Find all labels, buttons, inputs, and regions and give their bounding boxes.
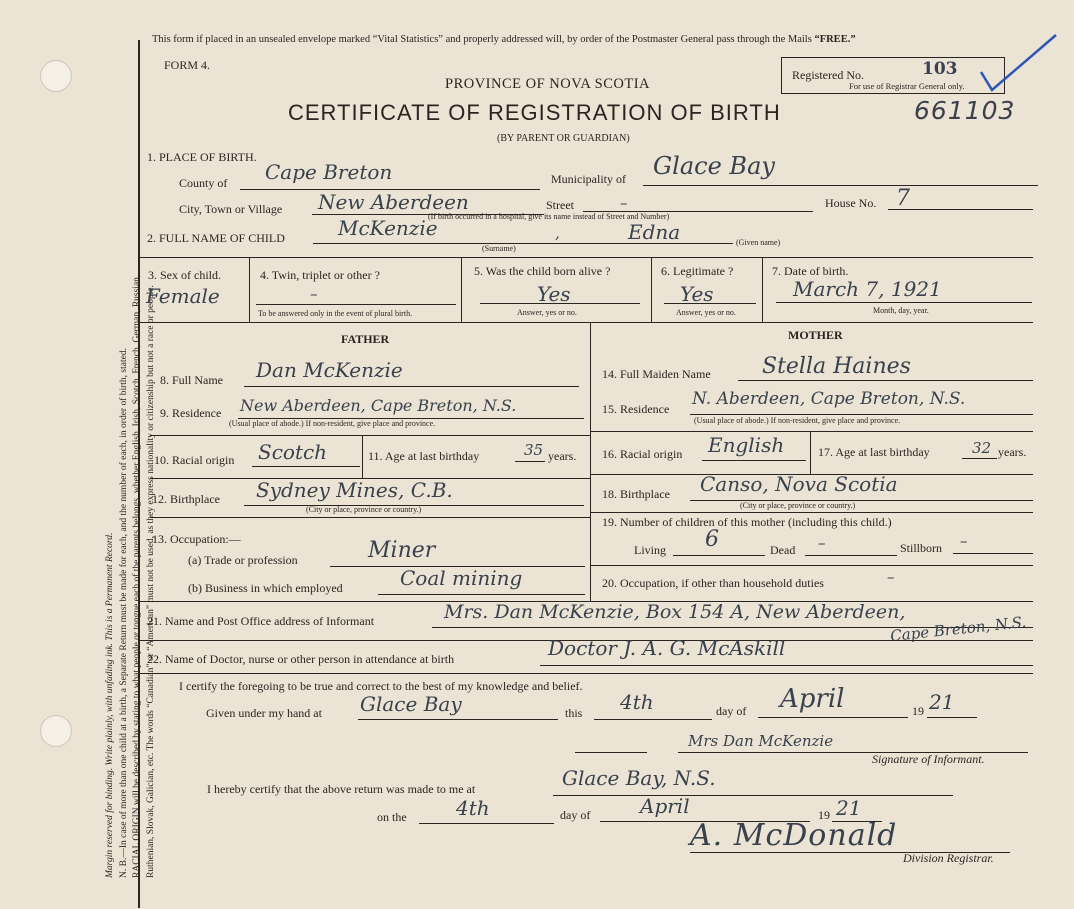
row3-top-rule <box>139 257 1033 258</box>
side-note-2: N. B.—In case of more than one child at a birth, a Separate Return must be made for each, and the number of each, in order of birth, stated. <box>118 348 129 878</box>
given-name-note: (Given name) <box>736 238 781 247</box>
handwritten-number: 661103 <box>914 96 1016 125</box>
registrar-line: I hereby certify that the above return was made to me at <box>207 782 476 796</box>
father-heading: FATHER <box>341 332 390 346</box>
mother-race-value: English <box>708 433 785 457</box>
twin-note: To be answered only in the event of plural birth. <box>258 309 413 318</box>
registrar-note: For use of Registrar General only. <box>849 81 965 91</box>
surname-note: (Surname) <box>482 244 516 253</box>
child-name-label: 2. FULL NAME OF CHILD <box>147 231 285 245</box>
living-label: Living <box>634 543 666 557</box>
living-underline <box>673 555 765 556</box>
father-age-years: years. <box>548 449 577 463</box>
occupation-label: 13. Occupation:— <box>152 532 241 546</box>
given-label: Given under my hand at <box>206 706 322 720</box>
mother-residence-value: N. Aberdeen, Cape Breton, N.S. <box>692 389 966 409</box>
parents-top-rule <box>139 322 1033 323</box>
reg-day-underline <box>419 823 554 824</box>
legitimate-underline <box>664 303 756 304</box>
father-birthplace-label: 12. Birthplace <box>152 492 220 506</box>
father-name-value: Dan McKenzie <box>256 358 403 382</box>
reg-year-suffix: 21 <box>836 796 862 820</box>
reg-year-prefix: 19 <box>818 808 830 822</box>
mother-race-underline <box>702 460 806 461</box>
trade-value: Miner <box>368 538 436 563</box>
informant-signature: Mrs Dan McKenzie <box>688 732 834 750</box>
mother-occupation-value: – <box>887 568 895 586</box>
side-notes <box>104 98 158 878</box>
mother-age-years: years. <box>998 445 1027 459</box>
reg-on-the-label: on the <box>377 810 407 824</box>
city-value: New Aberdeen <box>318 190 469 214</box>
father-race-underline <box>252 466 360 467</box>
mother-race-top-rule <box>590 431 1033 432</box>
informant-value: Mrs. Dan McKenzie, Box 154 A, New Aberdeen, <box>444 601 906 623</box>
registrar-signature-label: Division Registrar. <box>903 851 994 865</box>
mother-name-underline <box>738 380 1033 381</box>
father-residence-note: (Usual place of abode.) If non-resident, give place and province. <box>229 419 436 428</box>
children-top-rule <box>590 512 1033 513</box>
given-month-value: April <box>780 684 845 714</box>
given-dayof-label: day of <box>716 704 747 718</box>
dob-underline <box>776 302 1032 303</box>
mother-residence-label: 15. Residence <box>602 402 670 416</box>
registered-box <box>781 57 1005 94</box>
father-race-top-rule <box>150 435 590 436</box>
father-residence-value: New Aberdeen, Cape Breton, N.S. <box>240 396 517 415</box>
mother-birthplace-value: Canso, Nova Scotia <box>700 472 898 496</box>
municipality-underline <box>643 185 1038 186</box>
legitimate-note: Answer, yes or no. <box>676 308 736 317</box>
father-age-label: 11. Age at last birthday <box>368 449 480 463</box>
father-birthplace-value: Sydney Mines, C.B. <box>256 478 453 502</box>
informant-label: 21. Name and Post Office address of Informant <box>147 614 375 628</box>
mother-race-divider <box>810 432 811 474</box>
father-race-value: Scotch <box>258 440 328 464</box>
alive-value: Yes <box>537 282 571 306</box>
street-value: – <box>620 194 628 212</box>
father-age-underline <box>515 461 545 462</box>
trade-label: (a) Trade or profession <box>188 553 298 567</box>
binding-hole-bottom <box>40 715 72 747</box>
informant-signature-label: Signature of Informant. <box>872 752 985 766</box>
mother-heading: MOTHER <box>788 328 843 342</box>
binding-hole-top <box>40 60 72 92</box>
sex-label: 3. Sex of child. <box>148 268 221 282</box>
mother-name-value: Stella Haines <box>762 354 911 379</box>
row3-divider-1 <box>249 258 250 322</box>
surname-value: McKenzie <box>338 216 438 240</box>
legitimate-value: Yes <box>680 282 714 306</box>
mother-age-underline <box>962 458 997 459</box>
row3-divider-3 <box>651 258 652 322</box>
reg-place-value: Glace Bay, N.S. <box>562 766 716 790</box>
dead-label: Dead <box>770 543 796 557</box>
certify-line: I certify the foregoing to be true and correct to the best of my knowledge and belief. <box>179 679 583 693</box>
father-name-label: 8. Full Name <box>160 373 223 387</box>
doctor-label: 22. Name of Doctor, nurse or other person in attendance at birth <box>147 652 455 666</box>
province-title: PROVINCE OF NOVA SCOTIA <box>445 76 650 92</box>
street-label: Street <box>546 198 574 212</box>
business-label: (b) Business in which employed <box>188 581 343 595</box>
twin-underline <box>256 304 456 305</box>
dob-note: Month, day, year. <box>873 306 929 315</box>
twin-value: – <box>310 285 318 303</box>
legitimate-label: 6. Legitimate ? <box>661 264 734 278</box>
check-mark-icon <box>978 32 1058 92</box>
side-note-4: Ruthenian, Slovak, Galician, etc. The words “Canadian” or “American” must not be used, as they express nationality or citizenship but not a race or people. <box>145 285 156 878</box>
dead-value: – <box>818 534 826 552</box>
mother-residence-note: (Usual place of abode.) If non-resident, give place and province. <box>694 416 901 425</box>
certify-top-rule <box>139 673 1033 674</box>
hospital-note: (If birth occurred in a hospital, give its name instead of Street and Number) <box>428 212 670 221</box>
registrar-signature: A. McDonald <box>690 818 898 853</box>
twin-label: 4. Twin, triplet or other ? <box>260 268 380 282</box>
row3-divider-4 <box>762 258 763 322</box>
father-age-value: 35 <box>524 441 544 459</box>
house-label: House No. <box>825 196 877 210</box>
given-day-value: 4th <box>620 690 654 714</box>
mother-birthplace-label: 18. Birthplace <box>602 487 670 501</box>
alive-note: Answer, yes or no. <box>517 308 577 317</box>
stillborn-value: – <box>960 532 968 550</box>
father-residence-label: 9. Residence <box>160 406 222 420</box>
municipality-value: Glace Bay <box>653 152 775 180</box>
row3-divider-2 <box>461 258 462 322</box>
given-year-prefix: 19 <box>912 704 924 718</box>
mother-occupation-label: 20. Occupation, if other than household duties <box>602 576 824 590</box>
occupation-top-rule <box>150 517 590 518</box>
mother-race-label: 16. Racial origin <box>602 447 683 461</box>
given-name-value: Edna <box>628 220 681 244</box>
given-year-underline <box>927 717 977 718</box>
mail-notice-text: This form if placed in an unsealed envelope marked “Vital Statistics” and properly addressed will, by order of the Postmaster General pass through the Mails <box>152 34 815 45</box>
doctor-underline <box>540 665 1033 666</box>
father-name-underline <box>244 386 579 387</box>
business-value: Coal mining <box>400 566 523 590</box>
father-birthplace-note: (City or place, province or country.) <box>306 505 422 514</box>
mother-age-value: 32 <box>972 439 992 457</box>
county-label: County of <box>179 176 228 190</box>
parents-divider <box>590 323 591 601</box>
informant-sig-short-rule <box>575 752 647 753</box>
business-underline <box>378 594 585 595</box>
alive-underline <box>480 303 640 304</box>
mother-name-label: 14. Full Maiden Name <box>602 367 711 381</box>
given-month-underline <box>758 717 908 718</box>
informant-value-2: Cape Breton, N.S. <box>889 612 1028 646</box>
reg-dayof-label: day of <box>560 808 591 822</box>
city-label: City, Town or Village <box>179 202 283 216</box>
mail-notice <box>152 34 856 45</box>
reg-month-value: April <box>640 794 690 818</box>
given-day-underline <box>594 719 712 720</box>
alive-label: 5. Was the child born alive ? <box>474 264 611 278</box>
name-comma: , <box>555 224 560 242</box>
father-race-label: 10. Racial origin <box>154 453 235 467</box>
living-value: 6 <box>705 527 719 552</box>
reg-place-underline <box>553 795 953 796</box>
given-this-label: this <box>565 706 583 720</box>
reg-day-value: 4th <box>456 796 490 820</box>
sex-value: Female <box>146 284 220 308</box>
given-place-underline <box>358 719 558 720</box>
certificate-subtitle: (BY PARENT OR GUARDIAN) <box>497 133 630 144</box>
side-note-3: RACIAL ORIGIN will be described by stating to what people or tongue each of the parents belongs, whether English, Irish, Scotch, French, German, Russian, <box>132 274 143 878</box>
given-place-value: Glace Bay <box>360 692 462 716</box>
registered-number: 103 <box>922 59 958 79</box>
certificate-title: CERTIFICATE OF REGISTRATION OF BIRTH <box>288 100 781 125</box>
father-race-divider <box>362 436 363 478</box>
mother-residence-underline <box>690 414 1033 415</box>
side-note-1: Margin reserved for binding. Write plainly, with unfading ink. This is a Permanent Record. <box>105 532 115 878</box>
children-label: 19. Number of children of this mother (including this child.) <box>602 515 892 529</box>
county-value: Cape Breton <box>265 160 393 184</box>
doctor-value: Doctor J. A. G. McAskill <box>548 636 786 660</box>
mother-occ-top-rule <box>590 565 1033 566</box>
municipality-label: Municipality of <box>551 172 626 186</box>
mail-free: “FREE.” <box>814 34 856 45</box>
place-of-birth-label: 1. PLACE OF BIRTH. <box>147 150 257 164</box>
registered-label: Registered No. <box>792 68 864 82</box>
mother-birthplace-note: (City or place, province or country.) <box>740 501 856 510</box>
given-year-suffix: 21 <box>929 690 955 714</box>
dob-value: March 7, 1921 <box>793 277 942 301</box>
dob-label: 7. Date of birth. <box>772 264 849 278</box>
form-number: FORM 4. <box>164 58 211 72</box>
stillborn-underline <box>953 553 1033 554</box>
mother-age-label: 17. Age at last birthday <box>818 445 930 459</box>
house-value: 7 <box>896 186 910 211</box>
stillborn-label: Stillborn <box>900 541 943 555</box>
dead-underline <box>805 555 897 556</box>
